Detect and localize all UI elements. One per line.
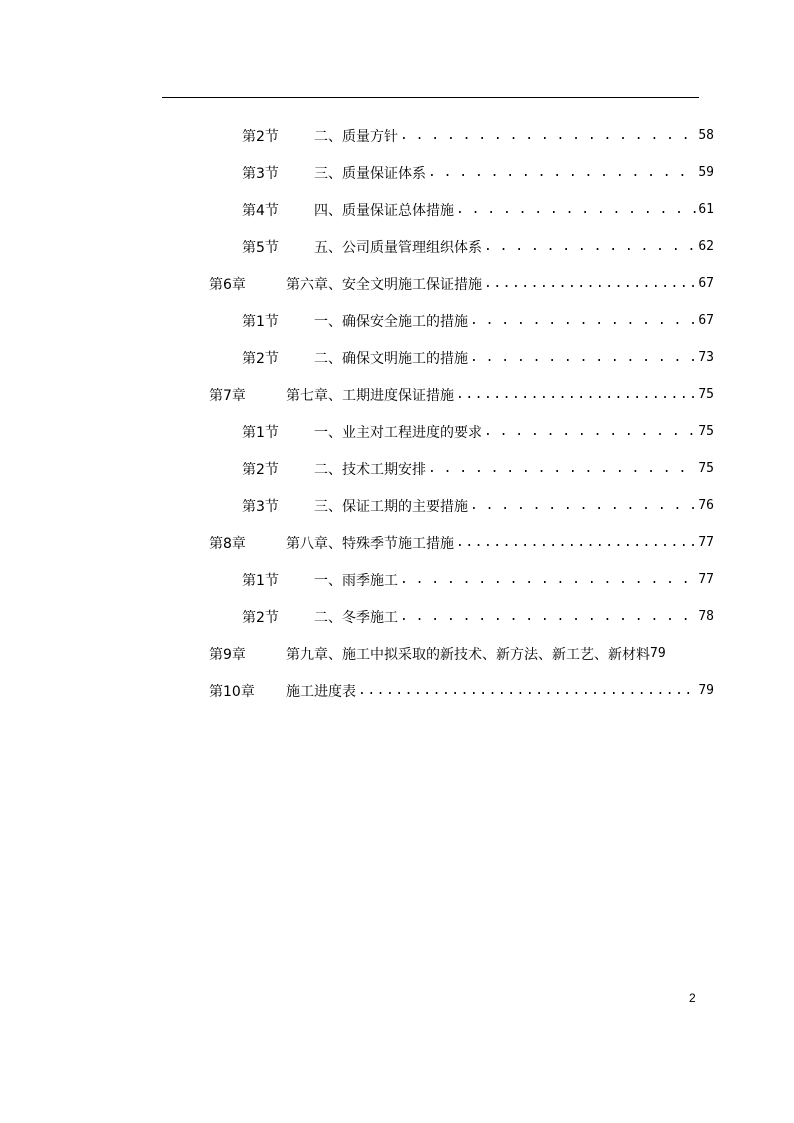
dot-leader [428, 461, 696, 477]
toc-chapter-entry[interactable] [209, 524, 714, 561]
toc-entry[interactable] [242, 154, 714, 191]
toc-entry-page: 67 [698, 313, 714, 328]
toc-entry-page: 67 [698, 276, 714, 291]
toc-entry[interactable] [242, 413, 714, 450]
dot-leader [456, 535, 696, 551]
toc-entry-title: 一、业主对工程进度的要求 [314, 424, 482, 441]
dot-leader [484, 424, 696, 440]
toc-entry-page: 58 [698, 128, 714, 143]
toc-entry[interactable] [242, 228, 714, 265]
toc-entry-number: 第3节 [242, 165, 279, 182]
dot-leader [456, 202, 696, 218]
toc-entry-title: 第九章、施工中拟采取的新技术、新方法、新工艺、新材料 [286, 646, 650, 663]
dot-leader [400, 609, 696, 625]
dot-leader [470, 350, 696, 366]
toc-entry-number: 第9章 [209, 646, 246, 663]
toc-entry[interactable] [242, 302, 714, 339]
toc-entry-page: 59 [698, 165, 714, 180]
toc-entry[interactable] [242, 191, 714, 228]
dot-leader [456, 387, 696, 403]
toc-entry-number: 第8章 [209, 535, 246, 552]
toc-entry-page: 75 [698, 424, 714, 439]
dot-leader [484, 276, 696, 292]
toc-entry-page: 78 [698, 609, 714, 624]
toc-entry-page: 62 [698, 239, 714, 254]
dot-leader [358, 683, 696, 699]
toc-entry[interactable] [242, 561, 714, 598]
page-number: 2 [689, 991, 696, 1005]
toc-chapter-entry[interactable] [209, 376, 714, 413]
toc-entry-title: 一、雨季施工 [314, 572, 398, 589]
toc-entry-title: 施工进度表 [286, 683, 356, 700]
dot-leader [428, 165, 696, 181]
toc-entry-page: 61 [698, 202, 714, 217]
toc-entry-number: 第1节 [242, 313, 279, 330]
toc-entry-title: 第六章、安全文明施工保证措施 [286, 276, 482, 293]
toc-entry-page: 77 [698, 535, 714, 550]
toc-entry-number: 第1节 [242, 424, 279, 441]
toc-entry-title: 四、质量保证总体措施 [314, 202, 454, 219]
toc-entry-number: 第6章 [209, 276, 246, 293]
toc-entry-page: 75 [698, 461, 714, 476]
toc-entry-page: 75 [698, 387, 714, 402]
toc-entry-number: 第7章 [209, 387, 246, 404]
header-rule [162, 97, 699, 98]
toc-entry-title: 三、保证工期的主要措施 [314, 498, 468, 515]
toc-entry-page: 76 [698, 498, 714, 513]
toc-entry-number: 第10章 [209, 683, 255, 700]
toc-entry-number: 第3节 [242, 498, 279, 515]
toc-entry-number: 第2节 [242, 350, 279, 367]
toc-entry-title: 二、冬季施工 [314, 609, 398, 626]
toc-entry-page: 77 [698, 572, 714, 587]
toc-entry-number: 第4节 [242, 202, 279, 219]
toc-entry[interactable] [242, 450, 714, 487]
toc-chapter-entry[interactable] [209, 265, 714, 302]
toc-entry-page: 73 [698, 350, 714, 365]
toc-entry[interactable] [242, 487, 714, 524]
toc-entry-number: 第2节 [242, 609, 279, 626]
toc-entry-title: 二、确保文明施工的措施 [314, 350, 468, 367]
toc-entry-title: 五、公司质量管理组织体系 [314, 239, 482, 256]
toc-entry-title: 第八章、特殊季节施工措施 [286, 535, 454, 552]
toc-entry-number: 第5节 [242, 239, 279, 256]
toc-entry[interactable] [242, 598, 714, 635]
toc-entry-page: 79 [650, 646, 666, 661]
toc-entry-title: 第七章、工期进度保证措施 [286, 387, 454, 404]
dot-leader [400, 128, 696, 144]
dot-leader [470, 498, 696, 514]
toc-entry-title: 三、质量保证体系 [314, 165, 426, 182]
toc-entry-number: 第2节 [242, 128, 279, 145]
toc-entry[interactable] [242, 117, 714, 154]
dot-leader [470, 313, 696, 329]
toc-entry-number: 第2节 [242, 461, 279, 478]
toc-chapter-entry[interactable] [209, 672, 714, 709]
toc-entry-title: 二、质量方针 [314, 128, 398, 145]
dot-leader [484, 239, 696, 255]
dot-leader [400, 572, 696, 588]
toc-chapter-entry[interactable] [209, 635, 714, 672]
toc-entry-number: 第1节 [242, 572, 279, 589]
toc-entry-page: 79 [698, 683, 714, 698]
toc-entry-title: 一、确保安全施工的措施 [314, 313, 468, 330]
toc-entry[interactable] [242, 339, 714, 376]
toc-entry-title: 二、技术工期安排 [314, 461, 426, 478]
